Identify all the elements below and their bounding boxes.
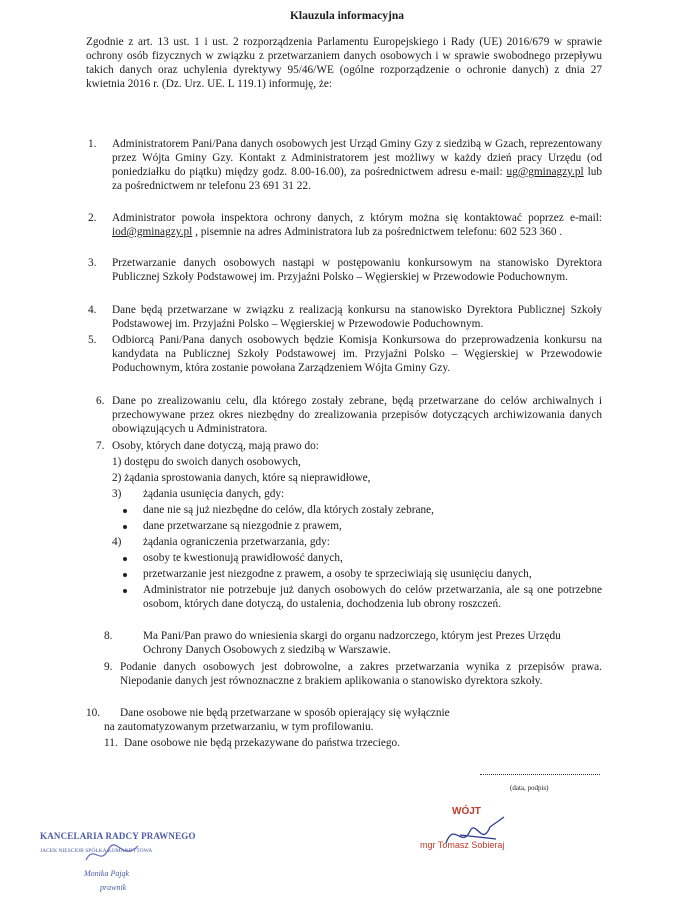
item-text: Administrator powoła inspektora ochrony danych, z którym można się kontaktować poprzez e-mail: — [112, 212, 602, 224]
sub-item-number: 4) — [112, 536, 122, 548]
sub-item: 2) żądania sprostowania danych, które są nieprawidłowe, — [112, 472, 371, 484]
bullet-icon — [123, 573, 127, 577]
item-number: 11. — [104, 737, 118, 749]
sub-item: żądania ograniczenia przetwarzania, gdy: — [143, 536, 330, 548]
item-number: 7. — [96, 440, 105, 452]
stamp-role: prawnik — [100, 882, 127, 892]
mayor-stamp — [420, 805, 580, 875]
list-item-voluntary: Podanie danych osobowych jest dobrowolne, a zakres przetwarzania wynika z przepisów prawa. Niepodanie danych jest równoznaczne z brakiem aplikowania o stanowisko dyrektora szkoły. — [120, 661, 602, 687]
list-item-automated: Dane osobowe nie będą przetwarzane w sposób opierający się wyłącznie — [120, 707, 450, 719]
stamp-name: Monika Pająk — [84, 868, 130, 878]
stamp-title: WÓJT — [452, 806, 481, 817]
list-item-complaint: Ma Pani/Pan prawo do wniesienia skargi do organu nadzorczego, którym jest Prezes Urzędu Ochrony Danych Osobowych z siedzibą w Warszawie. — [143, 630, 561, 656]
bullet-item: Administrator nie potrzebuje już danych osobowych do celów przetwarzania, ale są one potrzebne osobom, których dane dotyczą, do ustalenia, dochodzenia lub obrony roszczeń. — [143, 584, 602, 610]
stamp-name: mgr Tomasz Sobieraj — [420, 840, 505, 850]
bullet-item: przetwarzanie jest niezgodne z prawem, a osoby te sprzeciwiają się usunięciu danych, — [143, 568, 532, 580]
item-number: 6. — [96, 395, 105, 407]
list-item-administrator — [112, 138, 602, 194]
stamp-line: JACEK NIESCIOR SPÓŁKA KOMANDYTOWA — [40, 847, 153, 854]
item-number: 10. — [86, 707, 101, 719]
stamp-line: KANCELARIA RADCY PRAWNEGO — [40, 831, 196, 841]
list-item-transfer: Dane osobowe nie będą przekazywane do państwa trzeciego. — [124, 737, 401, 749]
bullet-icon — [123, 509, 127, 513]
sub-item-number: 3) — [112, 488, 122, 500]
item-text: , pisemnie na adres Administratora lub za pośrednictwem telefonu: 602 523 360 . — [192, 225, 563, 238]
list-item-purpose: Dane będą przetwarzane w związku z realizacją konkursu na stanowisko Dyrektora Publicznej Szkoły Podstawowej im. Przyjaźni Polsko – Węgierskiej w Przewodowie Poduchownym. — [112, 304, 602, 330]
sub-item: 1) dostępu do swoich danych osobowych, — [112, 456, 301, 468]
item-text: Administratorem Pani/Pana danych osobowych jest Urząd Gminy Gzy z siedzibą w Gzach, reprezentowany przez Wójta Gminy Gzy. Kontakt z Administratorem jest możliwy w każdy dzień pracy Urzędu (od poniedziałku do piątku) między godz. 8.00-16.00), za pośrednictwem adresu e-mail: — [112, 138, 602, 178]
item-number: 8. — [104, 630, 113, 642]
bullet-item: dane przetwarzane są niezgodnie z prawem, — [143, 520, 342, 532]
item-number: 4. — [88, 304, 97, 316]
list-item-recipient: Odbiorcą Pani/Pana danych osobowych będzie Komisja Konkursowa do przeprowadzenia konkursu na kandydata na Publicznej Szkoły Podstawowej im. Przyjaźni Polsko – Węgierskiej w Przewodowie Poduchownym, która zostanie powołana Zarządzeniem Wójta Gminy Gzy. — [112, 334, 602, 374]
list-item-inspector — [112, 212, 602, 240]
email-link[interactable]: ug@gminagzy.pl — [506, 165, 584, 178]
intro-paragraph: Zgodnie z art. 13 ust. 1 i ust. 2 rozporządzenia Parlamentu Europejskiego i Rady (UE) 2016/679 w sprawie ochrony osób fizycznych w związku z przetwarzaniem danych osobowych i w sprawie swobodnego przepływu takich danych oraz uchylenia dyrektywy 95/46/WE (ogólne rozporządzenie o ochronie danych) z dnia 27 kwietnia 2016 r. (Dz. Urz. UE. L 119.1) informuję, że: — [86, 36, 602, 90]
bullet-icon — [123, 525, 127, 529]
signature-line — [480, 768, 600, 775]
email-link[interactable]: iod@gminagzy.pl — [112, 225, 193, 238]
signature-scribble-icon — [82, 840, 142, 868]
item-number: 2. — [88, 212, 97, 224]
bullet-item: osoby te kwestionują prawidłowość danych, — [143, 552, 343, 564]
item-text: lub za pośrednictwem nr telefonu 23 691 31 22. — [112, 165, 603, 192]
item-number: 3. — [88, 257, 97, 269]
sub-item: żądania usunięcia danych, gdy: — [143, 488, 285, 500]
signature-label: (data, podpis) — [510, 784, 549, 792]
list-item-automated-cont: na zautomatyzowanym przetwarzaniu, w tym profilowaniu. — [104, 721, 374, 733]
item-number: 1. — [88, 138, 97, 150]
list-item-rights: Osoby, których dane dotyczą, mają prawo do: — [112, 440, 319, 452]
item-number: 9. — [104, 661, 113, 673]
list-item-retention: Dane po zrealizowaniu celu, dla którego zostały zebrane, będą przetwarzane do celów archiwalnych i przechowywane przez okres niezbędny do zrealizowania przepisów dotyczących archiwizowania danych obowiązujących u Administratora. — [112, 395, 602, 435]
bullet-icon — [123, 557, 127, 561]
list-item-processing: Przetwarzanie danych osobowych nastąpi w postępowaniu konkursowym na stanowisko Dyrektora Publicznej Szkoły Podstawowej im. Przyjaźni Polsko – Węgierskiej w Przewodowie Poduchownym. — [112, 257, 602, 283]
law-office-stamp — [40, 830, 210, 890]
item-number: 5. — [88, 334, 97, 346]
bullet-item: dane nie są już niezbędne do celów, dla których zostały zebrane, — [143, 504, 434, 516]
document-title: Klauzula informacyjna — [289, 10, 405, 22]
bullet-icon — [123, 589, 127, 593]
